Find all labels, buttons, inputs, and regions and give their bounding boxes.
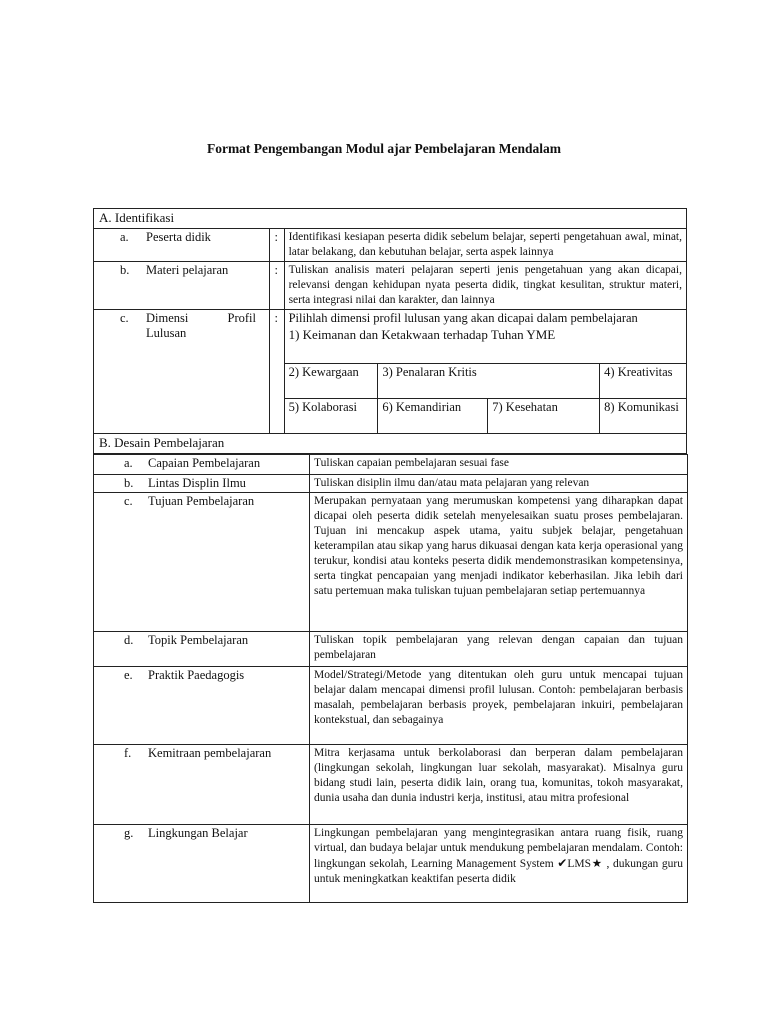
b-row-c-text: Merupakan pernyataan yang merumuskan kompetensi yang diharapkan dapat dicapai oleh peserta didik setelah menyelesaikan suatu proses pembelajaran. Tujuan ini mencakup aspek utama, yaitu subjek belajar, pengetahuan keterampilan atau sikap yang harus dikuasai dengan kata kerja operasional yang terukur, kondisi atau konteks peserta didik mendemonstrasikan kompetensinya, serta tingkat pencapaian yang menjadi indikator keberhasilan. Jika lebih dari satu pertemuan maka tuliskan tujuan pembelajaran setiap pertemuannya [310,493,688,632]
dimensi-7: 7) Kesehatan [488,399,600,434]
b-row-e-label: e. Praktik Paedagogis [94,667,310,745]
row-a-label: a. Peserta didik [94,229,270,262]
dimensi-2: 2) Kewargaan [284,364,378,399]
row-c-label: c. Dimensi Profil Lulusan [94,310,270,434]
dimensi-1: 1) Keimanan dan Ketakwaan terhadap Tuhan YME [288,327,556,342]
check-icon: ✔ [557,856,568,870]
section-b-heading: B. Desain Pembelajaran [94,434,687,454]
star-icon: ★ [591,858,603,870]
page-title: Format Pengembangan Modul ajar Pembelajaran Mendalam [206,141,562,156]
dimensi-5: 5) Kolaborasi [284,399,378,434]
row-c-text: Pilihlah dimensi profil lulusan yang akan dicapai dalam pembelajaran 1) Keimanan dan Ketakwaan terhadap Tuhan YME [284,310,686,364]
identifikasi-table [93,208,687,454]
dimensi-8: 8) Komunikasi [600,399,687,434]
b-row-b-label: b. Lintas Displin Ilmu [94,475,310,493]
dimensi-4: 4) Kreativitas [600,364,687,399]
b-row-f-label: f. Kemitraan pembelajaran [94,745,310,825]
b-row-d-label: d. Topik Pembelajaran [94,632,310,667]
b-row-c-label: c. Tujuan Pembelajaran [94,493,310,632]
b-row-g-text: Lingkungan pembelajaran yang mengintegrasikan antara ruang fisik, ruang virtual, dan budaya belajar untuk mendukung pembelajaran mendalam. Contoh: lingkungan sekolah, Learning Management System ✔LMS★ , dukungan guru untuk meningkatkan keaktifan peserta didik [310,825,688,903]
row-c-colon: : [270,310,284,434]
b-row-a-label: a. Capaian Pembelajaran [94,455,310,475]
dimensi-6: 6) Kemandirian [378,399,488,434]
b-row-e-text: Model/Strategi/Metode yang ditentukan oleh guru untuk mencapai tujuan belajar dalam mencapai dimensi profil lulusan. Contoh: pembelajaran berbasis masalah, pembelajaran berbasis proyek, pembelajaran inkuiri, pembelajaran kontekstual, dan sebagainya [310,667,688,745]
section-a-heading: A. Identifikasi [94,209,687,229]
row-b-colon: : [270,262,284,310]
b-row-f-text: Mitra kerjasama untuk berkolaborasi dan berperan dalam pembelajaran (lingkungan sekolah, lingkungan luar sekolah, masyarakat). Misalnya guru bidang studi lain, peserta didik lain, orang tua, komunitas, tokoh masyarakat, dunia usaha dan dunia industri kerja, institusi, atau mitra profesional [310,745,688,825]
desain-table [93,454,688,903]
b-row-b-text: Tuliskan disiplin ilmu dan/atau mata pelajaran yang relevan [310,475,688,493]
dimensi-3: 3) Penalaran Kritis [378,364,600,399]
row-b-text: Tuliskan analisis materi pelajaran seperti jenis pengetahuan yang akan dicapai, relevansi dengan kehidupan nyata peserta didik, tingkat kesulitan, struktur materi, serta integrasi nilai dan karakter, dan lainnya [284,262,686,310]
row-a-colon: : [270,229,284,262]
row-b-label: b. Materi pelajaran [94,262,270,310]
lms-label: LMS [567,858,591,870]
b-row-d-text: Tuliskan topik pembelajaran yang relevan dengan capaian dan tujuan pembelajaran [310,632,688,667]
b-row-a-text: Tuliskan capaian pembelajaran sesuai fase [310,455,688,475]
b-row-g-label: g. Lingkungan Belajar [94,825,310,903]
row-a-text: Identifikasi kesiapan peserta didik sebelum belajar, seperti pengetahuan awal, minat, latar belakang, dan kebutuhan belajar, serta aspek lainnya [284,229,686,262]
